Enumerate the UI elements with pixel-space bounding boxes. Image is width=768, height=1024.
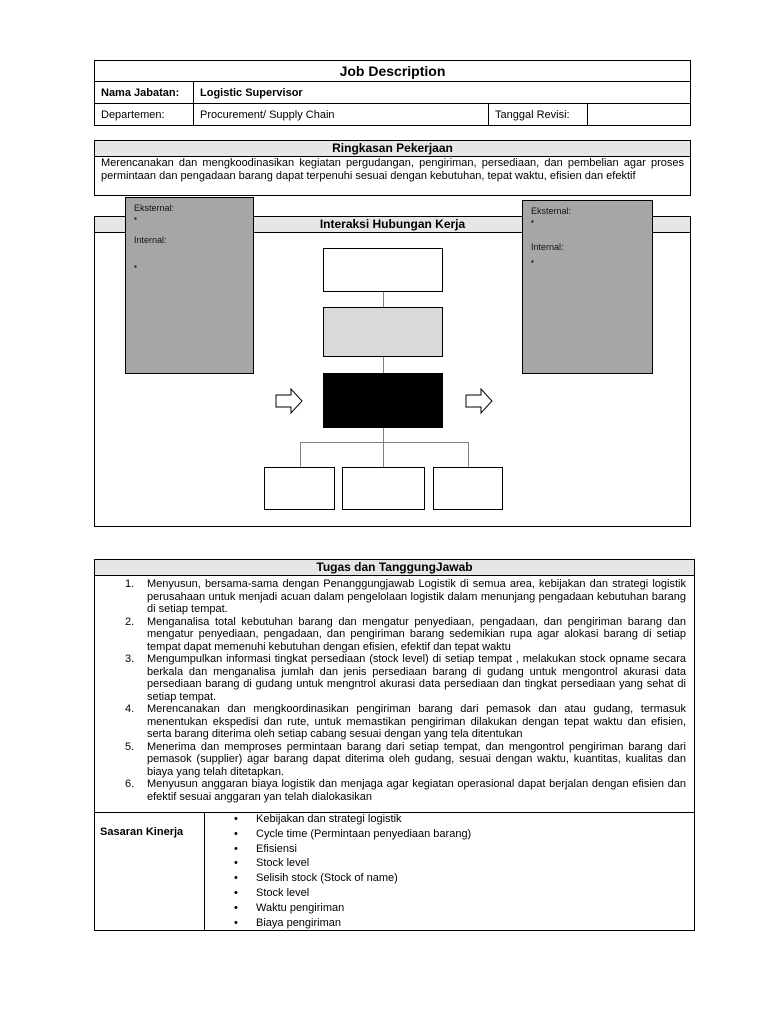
- task-item: [95, 703, 694, 741]
- task-text: Merencanakan dan mengkoordinasikan pengiriman barang dari pemasok dan atau gudang, termasuk menentukan ekspedisi dan rute, untuk memastikan pengiriman dilakukan dengan tepat waktu dan efisien, serta barang diterima oleh setiap cabang sesuai dengan yang tela ditentukan: [147, 703, 686, 740]
- kpi-item: • Stock level: [204, 856, 684, 871]
- kpi-item: • Selisih stock (Stock of name): [204, 871, 684, 886]
- task-number: 1.: [125, 578, 135, 590]
- nama-jabatan-value: Logistic Supervisor: [194, 82, 691, 104]
- tasks-list: [95, 578, 694, 803]
- task-item: [95, 778, 694, 803]
- tasks-title: Tugas dan TanggungJawab: [95, 560, 694, 576]
- task-item: [95, 578, 694, 616]
- kpi-item: • Stock level: [204, 886, 684, 901]
- task-text: Menyusun, bersama-sama dengan Penanggungjawab Logistik di semua area, kebijakan dan strategi logistik perusahaan untuk menjadi acuan dalam pengelolaan logistik dalam menunjang pengadaan kebutuhan barang di setiap tempat.: [147, 578, 686, 615]
- org-box-subordinate: [342, 467, 425, 510]
- task-text: Menerima dan memproses permintaan barang dari setiap tempat, dan mengontrol pengiriman barang dari pemasok (supplier) agar barang dapat diterima oleh gudang, sesuai dengan waktu, kuantitas, kualitas dan biaya yang telah ditetapkan.: [147, 740, 686, 778]
- task-item: [95, 741, 694, 779]
- org-connector: [468, 442, 469, 467]
- task-text: Menyusun anggaran biaya logistik dan menjaga agar kegiatan operasional dapat berjalan dengan efisien dan efektif sesuai anggaran yan telah dialokasikan: [147, 778, 686, 803]
- org-connector: [383, 291, 384, 307]
- left-external-bullet: ▪: [134, 214, 137, 223]
- org-connector: [383, 357, 384, 374]
- kpi-item: • Biaya pengiriman: [204, 916, 684, 931]
- task-text: Mengumpulkan informasi tingkat persediaan (stock level) di setiap tempat , melakukan stock opname secara berkala dan menganalisa jumlah dan jenis persediaan barang di gudang untuk mengontrol akurasi data persediaan barang di gudang untuk mengntrol akurasi data persediaan dan tingkat persediaan yang sehat di setiap tempat.: [147, 653, 686, 703]
- right-arrow-icon: [275, 388, 303, 414]
- document-title: Job Description: [95, 61, 691, 82]
- task-item: [95, 616, 694, 654]
- left-internal-label: Internal:: [134, 235, 167, 245]
- summary-title: Ringkasan Pekerjaan: [95, 141, 690, 157]
- kpi-item: • Cycle time (Permintaan penyediaan barang): [204, 827, 684, 842]
- header-table: [94, 60, 691, 126]
- tanggal-revisi-value: [588, 104, 691, 126]
- left-internal-bullet: ▪: [134, 262, 137, 271]
- right-external-label: Eksternal:: [531, 206, 572, 216]
- task-number: 5.: [125, 740, 135, 753]
- departemen-value: Procurement/ Supply Chain: [194, 104, 489, 126]
- right-arrow-icon: [465, 388, 493, 414]
- task-number: 6.: [125, 778, 135, 790]
- departemen-label: Departemen:: [95, 104, 194, 126]
- tanggal-revisi-label: Tanggal Revisi:: [489, 104, 588, 126]
- summary-section: [94, 140, 691, 196]
- interaction-title: Interaksi Hubungan Kerja: [95, 217, 690, 233]
- kpi-label: Sasaran Kinerja: [100, 826, 184, 838]
- kpi-item: • Efisiensi: [204, 842, 684, 857]
- org-box-position: [323, 373, 443, 428]
- task-number: 2.: [125, 615, 135, 628]
- org-connector: [300, 442, 301, 467]
- task-number: 3.: [125, 653, 135, 665]
- org-box-top: [323, 248, 443, 292]
- kpi-item: • Kebijakan dan strategi logistik: [204, 812, 684, 827]
- task-number: 4.: [125, 703, 135, 715]
- task-item: [95, 653, 694, 703]
- right-interaction-panel: [522, 200, 653, 374]
- kpi-item: • Waktu pengiriman: [204, 901, 684, 916]
- org-box-subordinate: [433, 467, 503, 510]
- kpi-list: [204, 812, 684, 930]
- right-internal-label: Internal:: [531, 242, 564, 252]
- org-box-subordinate: [264, 467, 335, 510]
- left-external-label: Eksternal:: [134, 203, 175, 213]
- org-box-superior: [323, 307, 443, 357]
- nama-jabatan-label: Nama Jabatan:: [95, 82, 194, 104]
- right-external-bullet: ▪: [531, 217, 534, 226]
- org-connector: [383, 427, 384, 467]
- org-connector: [300, 442, 469, 443]
- left-interaction-panel: [125, 197, 254, 374]
- right-internal-bullet: ▪: [531, 257, 534, 266]
- task-text: Menganalisa total kebutuhan barang dan mengatur penyediaan, pengadaan, dan pengiriman barang dan mengatur penyediaan, pengadaan, dan pengiriman barang sedemikian rupa agar alokasi barang di setiap tempat dapat memenuhi kebutuhan dengan efisien, efektif dan tepat waktu: [147, 615, 686, 653]
- summary-text: Merencanakan dan mengkoodinasikan kegiatan pergudangan, pengiriman, persediaan, dan pembelian agar proses permintaan dan pengadaan barang dapat terpenuhi sesuai dengan kebutuhan, tepat waktu, efisien dan efektif: [101, 157, 684, 182]
